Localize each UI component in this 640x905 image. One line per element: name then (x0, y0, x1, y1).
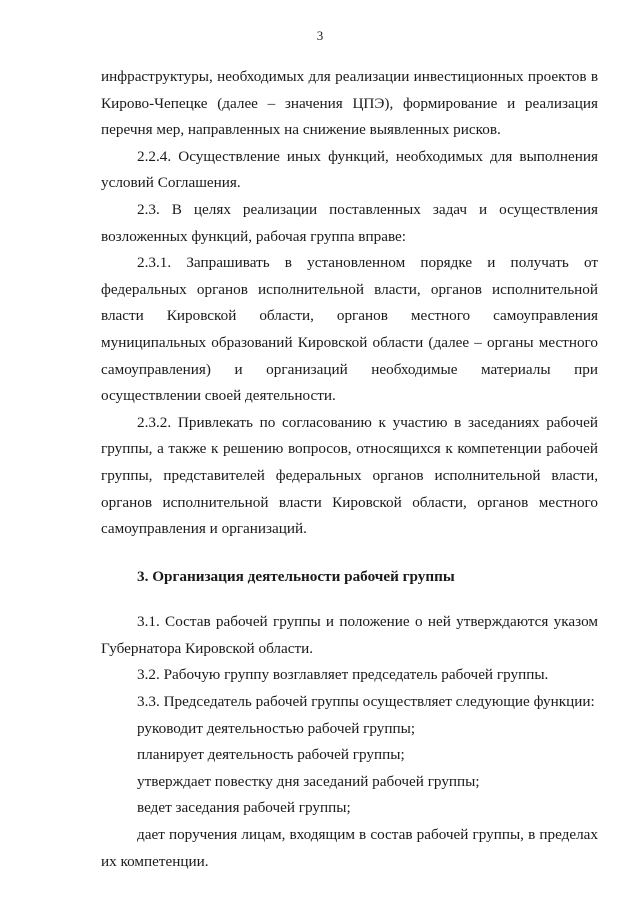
paragraph-infrastructure: инфраструктуры, необходимых для реализации инвестиционных проектов в Кирово-Чепецке (далее – значения ЦПЭ), формирование и реализация перечня мер, направленных на снижение выявленных рисков. (101, 68, 598, 139)
paragraph-3-3: 3.3. Председатель рабочей группы осуществляет следующие функции: (137, 693, 595, 711)
page-number: 3 (316, 28, 324, 43)
function-item: утверждает повестку дня заседаний рабочей группы; (137, 772, 480, 790)
paragraph-3-1: 3.1. Состав рабочей группы и положение о ней утверждаются указом Губернатора Кировской области. (101, 613, 598, 657)
paragraph-2-3-1: 2.3.1. Запрашивать в установленном порядке и получать от федеральных органов исполнительной власти, органов исполнительной власти Кировской области, органов местного самоуправления муниципальных образований Кировской области (далее – органы местного самоуправления) и организаций необходимые материалы при осуществлении своей деятельности. (101, 254, 598, 405)
paragraph-3-2: 3.2. Рабочую группу возглавляет председатель рабочей группы. (137, 666, 549, 684)
section-heading: 3. Организация деятельности рабочей группы (137, 567, 455, 585)
function-item: дает поручения лицам, входящим в состав рабочей группы, в пределах их компетенции. (101, 826, 598, 870)
paragraph-2-2-4: 2.2.4. Осуществление иных функций, необходимых для выполнения условий Соглашения. (101, 147, 598, 192)
function-item: ведет заседания рабочей группы; (137, 799, 351, 817)
function-item: руководит деятельностью рабочей группы; (137, 719, 416, 737)
paragraph-2-3: 2.3. В целях реализации поставленных задач и осуществления возложенных функций, рабочая группа вправе: (101, 200, 598, 245)
document-body (101, 64, 598, 875)
function-item: планирует деятельность рабочей группы; (137, 746, 405, 764)
paragraph-2-3-2: 2.3.2. Привлекать по согласованию к участию в заседаниях рабочей группы, а также к решению вопросов, относящихся к компетенции рабочей группы, представителей федеральных органов исполнительной власти, органов исполнительной власти Кировской области, органов местного самоуправления и организаций. (101, 413, 598, 538)
